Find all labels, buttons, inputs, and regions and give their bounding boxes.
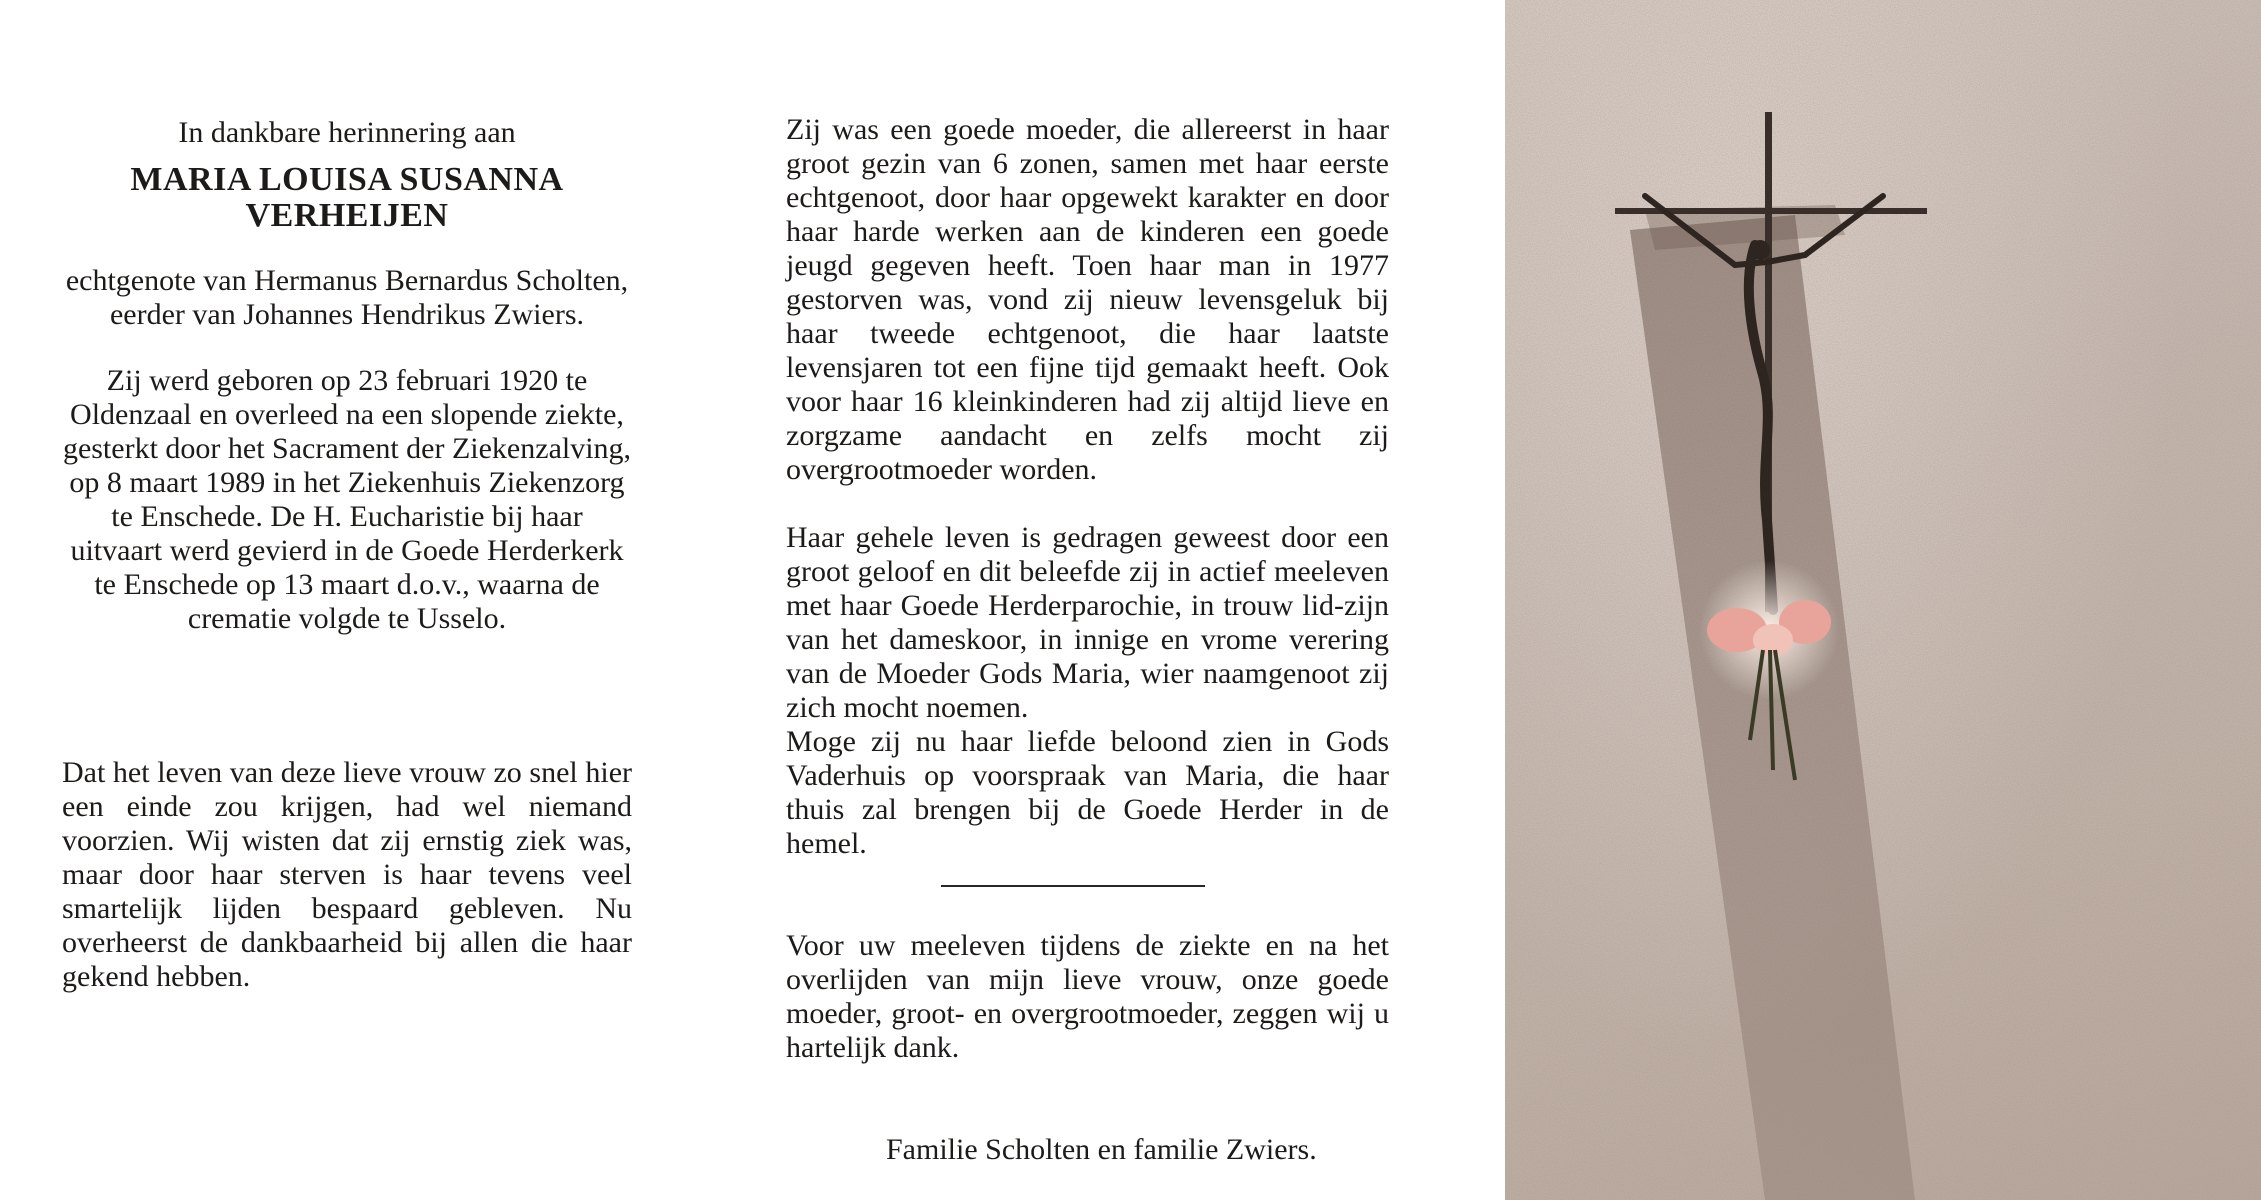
biography-text: Zij werd geboren op 23 februari 1920 te Oldenzaal en overleed na een slopende ziekte, gesterkt door het Sacrament der Ziekenzalving, op 8 maart 1989 in het Ziekenhuis Ziekenzorg te Enschede. De H. Eucharistie bij haar uitvaart werd gevierd in de Goede Herderkerk te Enschede op 13 maart d.o.v., waarna de crematie volgde te Usselo. <box>62 364 632 635</box>
deceased-name-line-2: VERHEIJEN <box>245 197 449 234</box>
mother-text: Zij was een goede moeder, die allereerst in haar groot gezin van 6 zonen, samen met haar eerste echtgenoot, door haar opgewekt karakter en door haar harde werken aan de kinderen een goede jeugd gegeven heeft. Toen haar man in 1977 gestorven was, vond zij nieuw levensgeluk bij haar tweede echtgenoot, die haar laatste levensjaren tot een fijne tijd gemaakt heeft. Ook voor haar 16 kleinkinderen had zij altijd lieve en zorgzame aandacht en zelfs mocht zij overgrootmoeder worden. <box>786 113 1389 486</box>
thanks-text: Voor uw meeleven tijdens de ziekte en na het overlijden van mijn lieve vrouw, onze goede moeder, groot- en overgrootmoeder, zeggen wij u hartelijk dank. <box>786 929 1389 1064</box>
left-column <box>62 116 632 994</box>
spouse-text: echtgenote van Hermanus Bernardus Scholten, eerder van Johannes Hendrikus Zwiers. <box>65 264 629 331</box>
reflection-text: Dat het leven van deze lieve vrouw zo snel hier een einde zou krijgen, had wel niemand voorzien. Wij wisten dat zij ernstig ziek was, maar door haar sterven is haar tevens veel smartelijk lijden bespaard gebleven. Nu overheerst de dankbaarheid bij allen die haar gekend hebben. <box>62 756 632 993</box>
intro-text: In dankbare herinnering aan <box>178 116 516 149</box>
divider-line <box>941 885 1205 887</box>
middle-column <box>786 113 1389 1167</box>
signature-text: Familie Scholten en familie Zwiers. <box>886 1133 1317 1166</box>
crucifix-photo <box>1505 0 2261 1200</box>
deceased-name-line-1: MARIA LOUISA SUSANNA <box>130 161 564 198</box>
faith-text: Haar gehele leven is gedragen geweest door een groot geloof en dit beleefde zij in actief meeleven met haar Goede Herderparochie, in trouw lid-zijn van het dameskoor, in innige en vrome verering van de Moeder Gods Maria, wier naamgenoot zij zich mocht noemen. <box>786 521 1389 724</box>
hope-text: Moge zij nu haar liefde beloond zien in Gods Vaderhuis op voorspraak van Maria, die haar thuis zal brengen bij de Goede Herder in de hemel. <box>786 725 1389 860</box>
crucifix-icon <box>1505 0 2261 1200</box>
